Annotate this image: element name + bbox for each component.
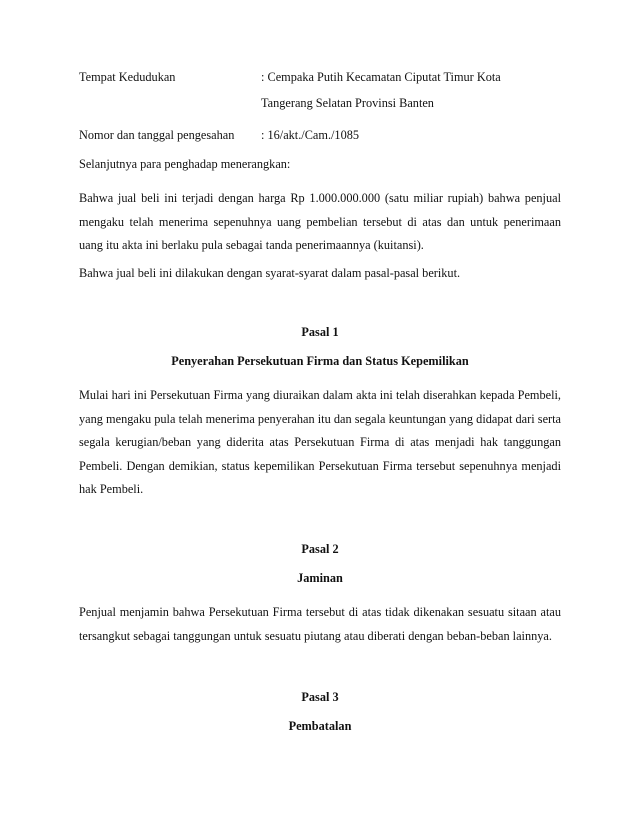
pasal-3-title: Pembatalan	[288, 719, 352, 733]
terms-paragraph: Bahwa jual beli ini dilakukan dengan syarat-syarat dalam pasal-pasal berikut.	[79, 266, 461, 280]
pasal-1-title: Penyerahan Persekutuan Firma dan Status Kepemilikan	[171, 354, 469, 368]
pasal-2-title: Jaminan	[297, 571, 343, 585]
nomor-pengesahan-value: : 16/akt./Cam./1085	[261, 128, 360, 142]
tempat-kedudukan-value	[261, 70, 501, 110]
pasal-1-number: Pasal 1	[301, 325, 339, 339]
pasal-2-body: Penjual menjamin bahwa Persekutuan Firma tersebut di atas tidak dikenakan sesuatu sitaan atau tersangkut sebagai tanggungan untuk sesuatu piutang atau diberati dengan beban-beban lainnya.	[79, 605, 561, 643]
pasal-1-body: Mulai hari ini Persekutuan Firma yang diuraikan dalam akta ini telah diserahkan kepada Pembeli, yang mengaku pula telah menerima penyerahan itu dan segala keuntungan yang didapat dari serta segala kerugian/beban yang diderita atas Persekutuan Firma di atas menjadi hak tanggungan Pembeli. Dengan demikian, status kepemilikan Persekutuan Firma tersebut sepenuhnya menjadi hak Pembeli.	[79, 388, 561, 496]
tempat-kedudukan-label: Tempat Kedudukan	[79, 70, 176, 84]
tempat-kedudukan-value-line2: Tangerang Selatan Provinsi Banten	[261, 96, 434, 110]
intro-text: Selanjutnya para penghadap menerangkan:	[79, 157, 291, 171]
pasal-3-number: Pasal 3	[301, 690, 339, 704]
pasal-2-number: Pasal 2	[301, 542, 339, 556]
tempat-kedudukan-value-line1: : Cempaka Putih Kecamatan Ciputat Timur Kota	[261, 70, 501, 84]
nomor-pengesahan-label: Nomor dan tanggal pengesahan	[79, 128, 235, 142]
payment-paragraph: Bahwa jual beli ini terjadi dengan harga Rp 1.000.000.000 (satu miliar rupiah) bahwa penjual mengaku telah menerima sepenuhnya uang pembelian tersebut di atas dan untuk penerimaan uang itu akta ini berlaku pula sebagai tanda penerimaannya (kuitansi).	[79, 191, 561, 252]
